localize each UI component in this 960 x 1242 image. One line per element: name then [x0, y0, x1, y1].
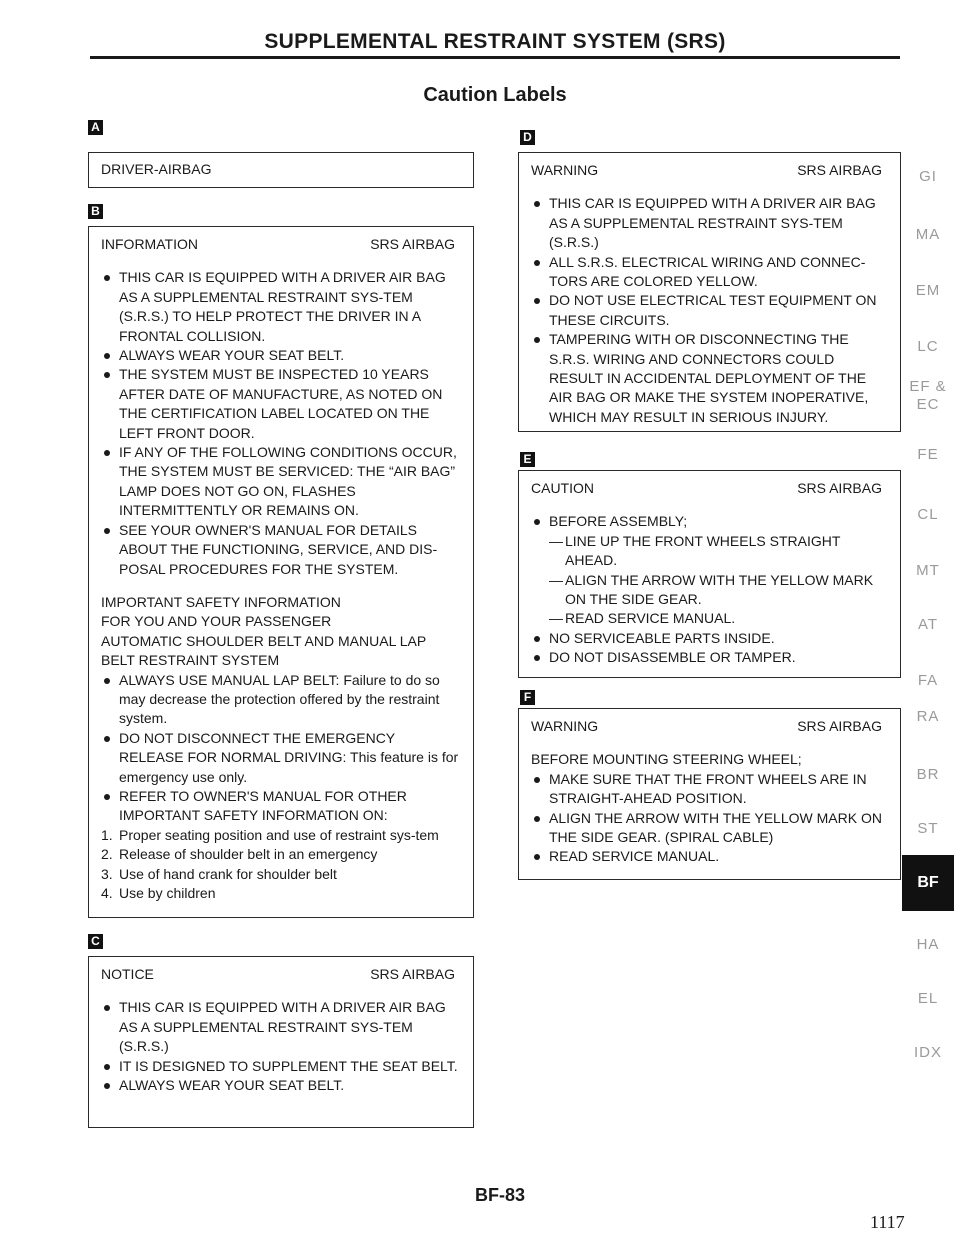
item-text: Use by children: [119, 885, 216, 901]
list-item: THIS CAR IS EQUIPPED WITH A DRIVER AIR BAG AS A SUPPLEMENTAL RESTRAINT SYS-TEM (S.R.S.): [101, 998, 463, 1056]
list-item: ALWAYS WEAR YOUR SEAT BELT.: [101, 346, 463, 365]
list-item: DO NOT USE ELECTRICAL TEST EQUIPMENT ON THESE CIRCUITS.: [531, 291, 890, 330]
label-b-para-line: AUTOMATIC SHOULDER BELT AND MANUAL LAP: [101, 632, 427, 649]
list-item: BEFORE ASSEMBLY;: [531, 512, 890, 531]
label-f-head: [531, 717, 890, 736]
list-item: REFER TO OWNER'S MANUAL FOR OTHER IMPORTANT SAFETY INFORMATION ON:: [101, 787, 463, 826]
label-b-right: SRS AIRBAG: [370, 236, 455, 252]
sidebar-item-at[interactable]: AT: [917, 616, 939, 633]
numbered-item: [101, 826, 463, 845]
sidebar-item-st[interactable]: ST: [917, 820, 939, 837]
label-b-head: [101, 235, 463, 254]
sidebar-item-gi[interactable]: GI: [919, 168, 937, 185]
numbered-item: [101, 865, 463, 884]
list-item: READ SERVICE MANUAL.: [531, 847, 890, 866]
label-b-box: [88, 226, 474, 918]
item-number: 2.: [101, 846, 113, 863]
page-number: 1117: [870, 1212, 905, 1232]
sidebar-item-bf-active[interactable]: BF: [902, 855, 954, 911]
list-item: IT IS DESIGNED TO SUPPLEMENT THE SEAT BELT.: [101, 1057, 463, 1076]
sidebar-item-ha[interactable]: HA: [916, 936, 940, 953]
list-item: TAMPERING WITH OR DISCONNECTING THE S.R.S. WIRING AND CONNECTORS COULD RESULT IN ACCIDENTAL DEPLOYMENT OF THE AIR BAG OR MAKE THE SYSTEM INOPERATIVE, WHICH MAY RESULT IN SERIOUS INJURY.: [531, 330, 890, 427]
item-text: Use of hand crank for shoulder belt: [119, 865, 337, 882]
header-rule: [90, 56, 900, 59]
numbered-item: [101, 884, 463, 903]
label-f-right: SRS AIRBAG: [797, 718, 882, 734]
list-item: DO NOT DISCONNECT THE EMERGENCY RELEASE FOR NORMAL DRIVING: This feature is for emergency use only.: [101, 729, 463, 787]
label-e-right: SRS AIRBAG: [797, 480, 882, 496]
label-c-left: NOTICE: [101, 966, 154, 982]
list-item: THE SYSTEM MUST BE INSPECTED 10 YEARS AFTER DATE OF MANUFACTURE, AS NOTED ON THE CERTIFICATION LABEL LOCATED ON THE LEFT FRONT DOOR.: [101, 365, 463, 443]
sidebar-item-ma[interactable]: MA: [915, 226, 941, 243]
sidebar-item-ef[interactable]: EF &: [909, 378, 947, 395]
badge-b: B: [88, 204, 103, 219]
dash-item: — ALIGN THE ARROW WITH THE YELLOW MARK ON THE SIDE GEAR.: [531, 571, 890, 610]
list-item: SEE YOUR OWNER'S MANUAL FOR DETAILS ABOUT THE FUNCTIONING, SERVICE, AND DIS-POSAL PROCEDURES FOR THE SYSTEM.: [101, 521, 463, 579]
list-item: DO NOT DISASSEMBLE OR TAMPER.: [531, 648, 890, 667]
label-b-para-line: IMPORTANT SAFETY INFORMATION: [101, 593, 341, 610]
sidebar-item-ra[interactable]: RA: [916, 708, 940, 725]
list-item: NO SERVICEABLE PARTS INSIDE.: [531, 629, 890, 648]
label-e-list: [531, 512, 890, 667]
label-f-box: [518, 708, 901, 880]
badge-c: C: [88, 934, 103, 949]
item-number: 1.: [101, 826, 113, 843]
sidebar-item-mt[interactable]: MT: [916, 562, 940, 579]
dash-item: — LINE UP THE FRONT WHEELS STRAIGHT AHEAD.: [531, 532, 890, 571]
label-b-left: INFORMATION: [101, 236, 198, 252]
page-code: BF-83: [475, 1185, 526, 1205]
sidebar-item-ec[interactable]: EC: [916, 396, 940, 413]
label-d-right: SRS AIRBAG: [797, 162, 882, 178]
item-number: 4.: [101, 885, 113, 901]
sidebar-item-idx[interactable]: IDX: [913, 1044, 942, 1061]
badge-f: F: [520, 690, 535, 705]
badge-e: E: [520, 452, 535, 467]
item-text: Release of shoulder belt in an emergency: [119, 846, 378, 863]
dash-item: — READ SERVICE MANUAL.: [531, 609, 890, 628]
label-b-list-2: [101, 671, 463, 826]
sidebar-item-el[interactable]: EL: [917, 990, 939, 1007]
label-e-head: [531, 479, 890, 498]
list-item: ALL S.R.S. ELECTRICAL WIRING AND CONNEC-TORS ARE COLORED YELLOW.: [531, 253, 890, 292]
list-item: ALWAYS USE MANUAL LAP BELT: Failure to do so may decrease the protection offered by the restraint system.: [101, 671, 463, 729]
label-a-box: [88, 152, 474, 188]
page-subtitle: Caution Labels: [423, 84, 567, 106]
sidebar-item-lc[interactable]: LC: [917, 338, 939, 355]
sidebar-item-em[interactable]: EM: [915, 282, 941, 299]
label-f-intro: BEFORE MOUNTING STEERING WHEEL;: [531, 751, 802, 768]
label-c-box: [88, 956, 474, 1128]
badge-d: D: [520, 130, 535, 145]
numbered-item: [101, 845, 463, 864]
label-e-box: [518, 470, 901, 678]
list-item: THIS CAR IS EQUIPPED WITH A DRIVER AIR BAG AS A SUPPLEMENTAL RESTRAINT SYS-TEM (S.R.S.): [531, 194, 890, 252]
item-text: Proper seating position and use of restraint sys-tem: [119, 826, 439, 843]
list-item: ALWAYS WEAR YOUR SEAT BELT.: [101, 1076, 463, 1095]
sidebar-item-fa[interactable]: FA: [917, 672, 939, 689]
label-b-para-line: BELT RESTRAINT SYSTEM: [101, 652, 280, 669]
label-d-list: [531, 194, 890, 427]
list-item: THIS CAR IS EQUIPPED WITH A DRIVER AIR BAG AS A SUPPLEMENTAL RESTRAINT SYS-TEM (S.R.S.) TO HELP PROTECT THE DRIVER IN A FRONTAL COLLISION.: [101, 268, 463, 346]
label-d-left: WARNING: [531, 162, 599, 178]
page-header: SUPPLEMENTAL RESTRAINT SYSTEM (SRS): [264, 30, 726, 53]
label-c-list: [101, 998, 463, 1095]
label-a-text: DRIVER-AIRBAG: [101, 161, 212, 177]
list-item: IF ANY OF THE FOLLOWING CONDITIONS OCCUR, THE SYSTEM MUST BE SERVICED: THE “AIR BAG” LAMP DOES NOT GO ON, FLASHES INTERMITTENTLY OR REMAINS ON.: [101, 443, 463, 521]
sidebar-item-cl[interactable]: CL: [917, 506, 939, 523]
list-item: MAKE SURE THAT THE FRONT WHEELS ARE IN STRAIGHT-AHEAD POSITION.: [531, 770, 890, 809]
item-number: 3.: [101, 865, 113, 882]
sidebar-item-fe[interactable]: FE: [917, 446, 939, 463]
label-f-left: WARNING: [531, 718, 599, 734]
label-c-right: SRS AIRBAG: [370, 966, 455, 982]
label-e-left: CAUTION: [531, 480, 594, 496]
badge-a: A: [88, 120, 103, 135]
label-b-list: [101, 268, 463, 579]
label-f-list: [531, 770, 890, 867]
sidebar-item-br[interactable]: BR: [916, 766, 940, 783]
label-c-head: [101, 965, 463, 984]
label-b-para-line: FOR YOU AND YOUR PASSENGER: [101, 613, 332, 630]
label-d-head: [531, 161, 890, 180]
list-item: ALIGN THE ARROW WITH THE YELLOW MARK ON THE SIDE GEAR. (SPIRAL CABLE): [531, 809, 890, 848]
label-d-box: [518, 152, 901, 432]
label-b-numbered: [101, 826, 463, 904]
